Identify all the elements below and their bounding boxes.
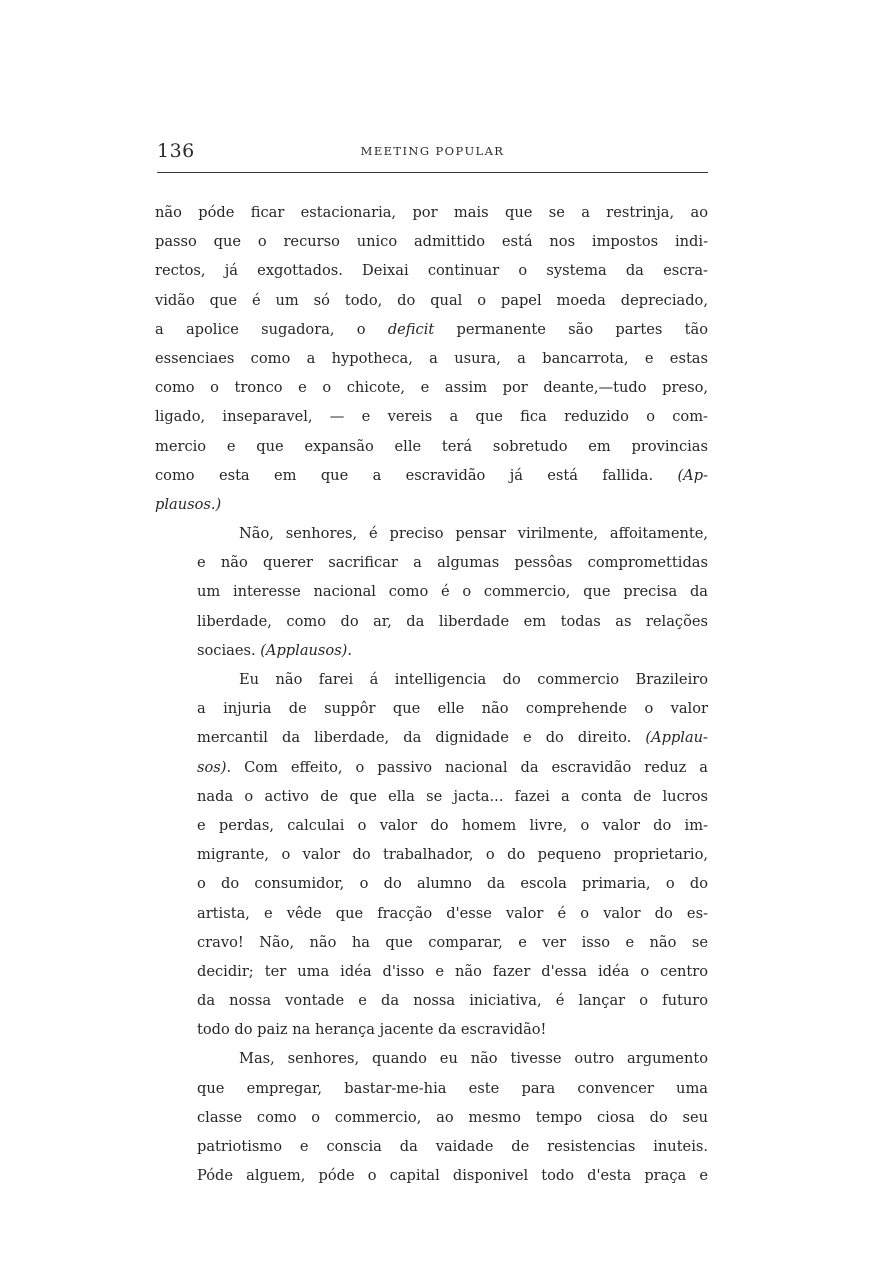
text-line: mercio e que expansão elle terá sobretudo em provincias — [155, 437, 708, 455]
text-line: ligado, inseparavel, — e vereis a que fica reduzido o com- — [155, 408, 708, 426]
text-line: essenciaes como a hypotheca, a usura, a bancarrota, e estas — [155, 349, 708, 367]
paragraph — [155, 519, 708, 665]
text-line: e perdas, calculai o valor do homem livre, o valor do im- — [197, 816, 708, 834]
header-rule — [157, 172, 708, 173]
text-line: mercantil da liberdade, da dignidade e do direito. (Applau- — [197, 729, 708, 747]
paragraph — [155, 665, 708, 1044]
paragraph — [155, 198, 708, 519]
text-line: que empregar, bastar-me-hia este para convencer uma — [197, 1079, 708, 1097]
body-text — [155, 198, 708, 1190]
text-line: um interesse nacional como é o commercio, que precisa da — [197, 583, 708, 601]
text-line: a injuria de suppôr que elle não comprehende o valor — [197, 700, 708, 718]
page-number: 136 — [157, 140, 195, 162]
text-line: Não, senhores, é preciso pensar virilmente, affoitamente, — [239, 525, 708, 543]
text-line: vidão que é um só todo, do qual o papel moeda depreciado, — [155, 291, 708, 309]
text-line: todo do paiz na herança jacente da escravidão! — [197, 1021, 547, 1039]
text-line: nada o activo de que ella se jacta... fazei a conta de lucros — [197, 787, 708, 805]
text-line: plausos.) — [155, 495, 222, 513]
text-line: o do consumidor, o do alumno da escola primaria, o do — [197, 875, 708, 893]
text-line: Póde alguem, póde o capital disponivel todo d'esta praça e — [197, 1167, 708, 1185]
text-line: sociaes. (Applausos). — [197, 641, 353, 659]
running-title: MEETING POPULAR — [360, 144, 505, 158]
text-line: e não querer sacrificar a algumas pessôas compromettidas — [197, 554, 708, 572]
text-line: cravo! Não, não ha que comparar, e ver isso e não se — [197, 933, 708, 951]
text-line: passo que o recurso unico admittido está nos impostos indi- — [155, 233, 708, 251]
text-line: como o tronco e o chicote, e assim por deante,—tudo preso, — [155, 379, 708, 397]
text-line: migrante, o valor do trabalhador, o do pequeno proprietario, — [197, 846, 708, 864]
text-line: classe como o commercio, ao mesmo tempo ciosa do seu — [197, 1108, 708, 1126]
text-line: a apolice sugadora, o deficit permanente são partes tão — [155, 320, 708, 338]
text-line: não póde ficar estacionaria, por mais que se a restrinja, ao — [155, 204, 708, 221]
paragraph — [155, 1044, 708, 1190]
text-line: patriotismo e conscia da vaidade de resistencias inuteis. — [197, 1138, 708, 1155]
text-line: como esta em que a escravidão já está fallida. (Ap- — [155, 466, 708, 484]
text-line: da nossa vontade e da nossa iniciativa, é lançar o futuro — [197, 992, 708, 1010]
text-line: Mas, senhores, quando eu não tivesse outro argumento — [239, 1050, 708, 1068]
text-line: sos). Com effeito, o passivo nacional da escravidão reduz a — [197, 758, 708, 776]
text-line: decidir; ter uma idéa d'isso e não fazer d'essa idéa o centro — [197, 962, 708, 980]
text-line: Eu não farei á intelligencia do commercio Brazileiro — [239, 671, 708, 688]
text-line: artista, e vêde que fracção d'esse valor é o valor do es- — [197, 904, 708, 922]
text-line: rectos, já exgottados. Deixai continuar o systema da escra- — [155, 262, 708, 280]
running-head — [157, 138, 708, 168]
text-line: liberdade, como do ar, da liberdade em todas as relações — [197, 612, 708, 630]
